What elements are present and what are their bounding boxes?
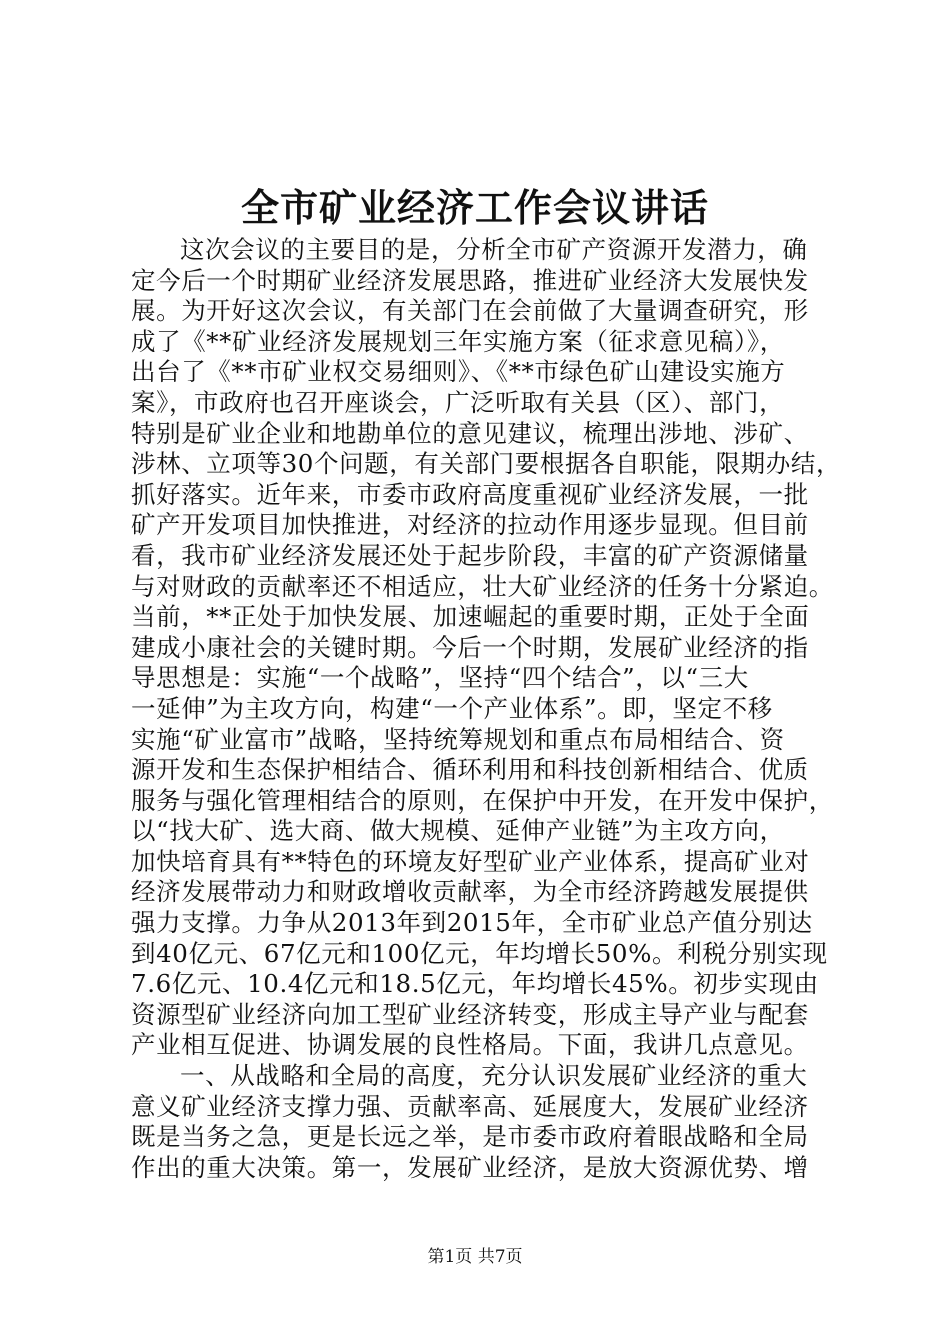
body-line: 一延伸”为主攻方向，构建“一个产业体系”。即，坚定不移 bbox=[131, 693, 773, 723]
body-line: 展。为开好这次会议，有关部门在会前做了大量调查研究，形 bbox=[131, 296, 809, 326]
body-line: 抓好落实。近年来，市委市政府高度重视矿业经济发展，一批 bbox=[131, 479, 809, 509]
body-line: 这次会议的主要目的是，分析全市矿产资源开发潜力，确 bbox=[180, 235, 808, 264]
body-line: 实施“矿业富市”战略，坚持统筹规划和重点布局相结合、资 bbox=[131, 724, 785, 754]
body-line: 7.6亿元、10.4亿元和18.5亿元，年均增长45%。初步实现由 bbox=[131, 969, 819, 999]
body-line: 经济发展带动力和财政增收贡献率，为全市经济跨越发展提供 bbox=[131, 877, 809, 907]
body-line: 意义矿业经济支撑力强、贡献率高、延展度大，发展矿业经济 bbox=[131, 1091, 809, 1121]
body-line: 出台了《**市矿业权交易细则》、《**市绿色矿山建设实施方 bbox=[131, 357, 786, 387]
body-line: 产业相互促进、协调发展的良性格局。下面，我讲几点意见。 bbox=[131, 1030, 809, 1060]
body-line: 案》，市政府也召开座谈会，广泛听取有关县（区）、部门， bbox=[131, 387, 785, 417]
body-line: 涉林、立项等30个问题，有关部门要根据各自职能，限期办结， bbox=[131, 449, 842, 479]
body-line: 特别是矿业企业和地勘单位的意见建议，梳理出涉地、涉矿、 bbox=[131, 418, 809, 448]
body-line: 到40亿元、67亿元和100亿元，年均增长50%。利税分别实现 bbox=[131, 938, 828, 968]
body-line: 看，我市矿业经济发展还处于起步阶段，丰富的矿产资源储量 bbox=[131, 540, 809, 570]
body-line: 当前，**正处于加快发展、加速崛起的重要时期，正处于全面 bbox=[131, 602, 810, 632]
page-number-footer: 第1页 共7页 bbox=[427, 1247, 523, 1267]
document-title: 全市矿业经济工作会议讲话 bbox=[240, 185, 709, 230]
body-line: 定今后一个时期矿业经济发展思路，推进矿业经济大发展快发 bbox=[131, 265, 809, 295]
body-line: 与对财政的贡献率还不相适应，壮大矿业经济的任务十分紧迫。 bbox=[131, 571, 834, 601]
body-line: 源开发和生态保护相结合、循环利用和科技创新相结合、优质 bbox=[131, 755, 809, 785]
body-line: 一、从战略和全局的高度，充分认识发展矿业经济的重大 bbox=[180, 1061, 808, 1091]
body-line: 导思想是：实施“一个战略”，坚持“四个结合”，以“三大 bbox=[131, 663, 749, 693]
body-line: 矿产开发项目加快推进，对经济的拉动作用逐步显现。但目前 bbox=[131, 510, 809, 540]
body-line: 建成小康社会的关键时期。今后一个时期，发展矿业经济的指 bbox=[131, 632, 809, 662]
body-line: 成了《**矿业经济发展规划三年实施方案（征求意见稿）》， bbox=[131, 326, 785, 356]
document-body bbox=[131, 235, 842, 1183]
body-line: 既是当务之急，更是长远之举，是市委市政府着眼战略和全局 bbox=[131, 1122, 809, 1152]
body-line: 强力支撑。力争从2013年到2015年，全市矿业总产值分别达 bbox=[131, 908, 813, 938]
body-line: 加快培育具有**特色的环境友好型矿业产业体系，提高矿业对 bbox=[131, 846, 810, 876]
body-line: 服务与强化管理相结合的原则，在保护中开发，在开发中保护， bbox=[131, 785, 834, 815]
body-line: 资源型矿业经济向加工型矿业经济转变，形成主导产业与配套 bbox=[131, 999, 809, 1029]
body-line: 作出的重大决策。第一，发展矿业经济，是放大资源优势、增 bbox=[131, 1152, 809, 1182]
body-line: 以“找大矿、选大商、做大规模、延伸产业链”为主攻方向， bbox=[131, 816, 785, 846]
